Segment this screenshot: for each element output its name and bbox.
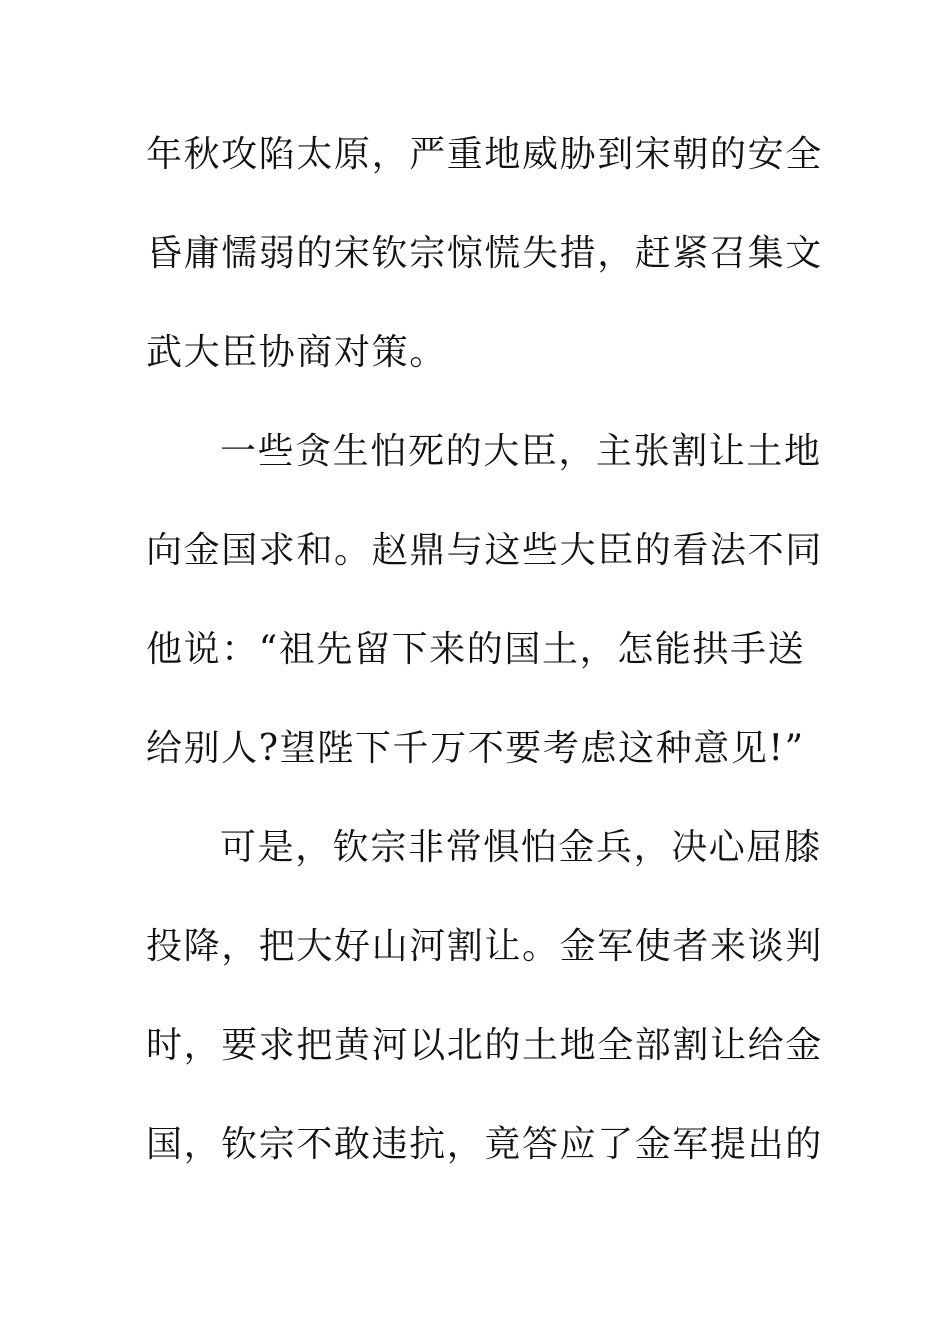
text-line: 向金国求和。赵鼎与这些大臣的看法不同 [146,530,823,571]
text-line: 给别人?望陛下千万不要考虑这种意见!” [146,728,805,769]
text-line: 投降，把大好山河割让。金军使者来谈判 [146,926,823,967]
text-line: 昏庸懦弱的宋钦宗惊慌失措，赶紧召集文 [146,233,823,274]
paragraph-start-line: 一些贪生怕死的大臣，主张割让土地 [220,431,822,472]
text-line: 他说：“祖先留下来的国土，怎能拱手送 [146,629,806,670]
paragraph-start-line: 可是，钦宗非常惧怕金兵，决心屈膝 [220,827,822,868]
body-text [146,120,823,1209]
text-line: 时，要求把黄河以北的土地全部割让给金 [146,1025,823,1066]
text-line: 国，钦宗不敢违抗，竟答应了金军提出的 [146,1124,823,1165]
text-line: 年秋攻陷太原，严重地威胁到宋朝的安全 [146,134,823,175]
text-line: 武大臣协商对策。 [146,332,447,373]
